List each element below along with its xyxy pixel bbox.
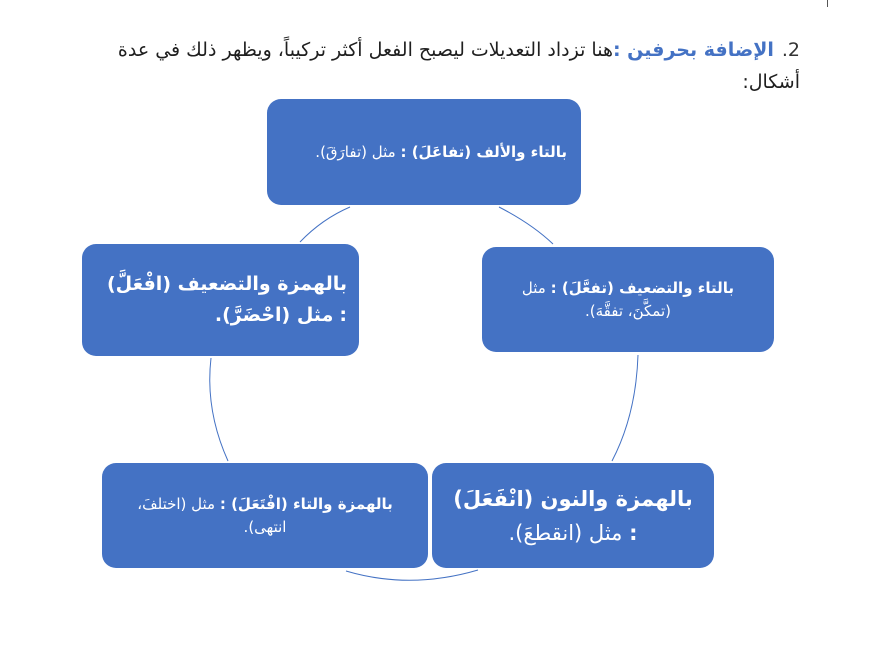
intro-text: هنا تزداد التعديلات ليصبح الفعل أكثر تركيباً، ويظهر ذلك في عدة أشكال: — [117, 39, 800, 93]
arc-right-to-bottom-right — [612, 355, 638, 461]
section-term: الإضافة بحرفين : — [612, 39, 774, 61]
form-box-iftaala — [102, 463, 428, 568]
list-number: 2. — [781, 39, 800, 61]
form-example: مثل (احْضَرَّ). — [214, 304, 334, 326]
form-box-tafaala — [267, 99, 581, 205]
form-title: بالهمزة والنون (انْفَعَلَ) : — [453, 486, 693, 545]
form-title: بالهمزة والتضعيف (افْعَلَّ) : — [107, 273, 347, 326]
arc-top-to-right — [499, 207, 553, 244]
form-title: بالتاء والألف (تفاعَلَ) : — [400, 143, 567, 161]
form-example: مثل (تفارَقَ). — [315, 143, 396, 161]
form-box-tafaaala — [482, 247, 774, 352]
arc-bottom-right-to-bottom-left — [346, 570, 478, 580]
arc-left-to-top — [300, 207, 350, 242]
form-title: بالهمزة والتاء (افْتَعَلَ) : — [219, 494, 393, 513]
form-example: مثل (اختلفَ، انتهى). — [137, 494, 287, 536]
arc-bottom-left-to-left — [210, 358, 228, 461]
form-title: بالتاء والتضعيف (تفعَّلَ) : — [550, 278, 735, 297]
form-box-ifalla — [82, 244, 359, 356]
form-box-infaala — [432, 463, 714, 568]
form-example: مثل (انقطعَ). — [508, 520, 623, 545]
form-example: مثل (تمكَّنَ، تفقَّهَ). — [521, 278, 672, 320]
